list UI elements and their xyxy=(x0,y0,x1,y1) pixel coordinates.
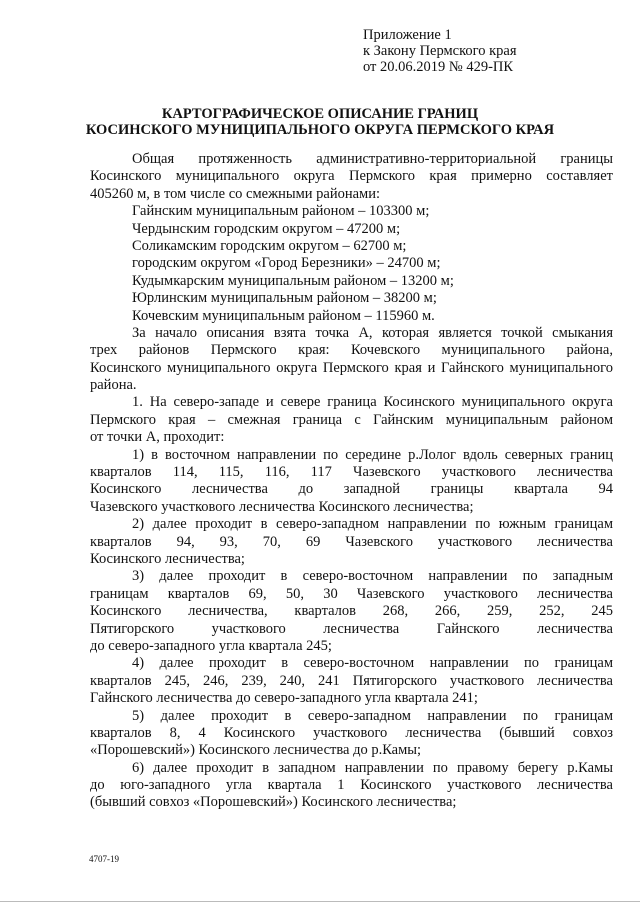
document-code: 4707-19 xyxy=(89,854,119,864)
body-line: Косинского муниципального округа Пермского края и Гайнского муниципального xyxy=(90,359,613,376)
body-line: Пермского края – смежная граница с Гайнским муниципальным районом xyxy=(90,411,613,428)
body-line: кварталов 245, 246, 239, 240, 241 Пятигорского участкового лесничества xyxy=(90,672,613,689)
page-edge-divider xyxy=(0,901,640,902)
title-line-2: КОСИНСКОГО МУНИЦИПАЛЬНОГО ОКРУГА ПЕРМСКОГО КРАЯ xyxy=(85,122,555,138)
body-line: 405260 м, в том числе со смежными районами: xyxy=(90,185,381,202)
body-line: Чазевского участкового лесничества Косинского лесничества; xyxy=(90,498,474,515)
body-line: 2) далее проходит в северо-западном направлении по южным границам xyxy=(132,516,613,533)
body-line: от точки А, проходит: xyxy=(90,429,225,446)
annex-line-1: Приложение 1 xyxy=(363,27,452,43)
body-line: кварталов 94, 93, 70, 69 Чазевского участкового лесничества xyxy=(90,533,613,550)
document-body xyxy=(90,151,613,812)
body-line: Юрлинским муниципальным районом – 38200 м; xyxy=(132,290,437,307)
body-line: Кочевским муниципальным районом – 115960 м. xyxy=(132,307,435,324)
body-line: Гайнского лесничества до северо-западного угла квартала 241; xyxy=(90,690,478,707)
annex-line-3: от 20.06.2019 № 429-ПК xyxy=(363,59,514,75)
body-line: 1) в восточном направлении по середине р.Лолог вдоль северных границ xyxy=(132,446,613,463)
body-line: городским округом «Город Березники» – 24700 м; xyxy=(132,255,441,272)
body-line: кварталов 114, 115, 116, 117 Чазевского участкового лесничества xyxy=(90,464,613,481)
body-line: Косинского лесничества до западной границы квартала 94 xyxy=(90,481,613,498)
body-line: За начало описания взята точка А, которая является точкой смыкания xyxy=(132,324,613,341)
body-line: Пятигорского участкового лесничества Гайнского лесничества xyxy=(90,620,613,637)
annex-line-2: к Закону Пермского края xyxy=(363,43,517,59)
body-line: Общая протяженность административно-территориальной границы xyxy=(132,151,613,167)
body-line: Чердынским городским округом – 47200 м; xyxy=(132,220,401,237)
body-line: Косинского лесничества, кварталов 268, 266, 259, 252, 245 xyxy=(90,603,613,620)
body-line: до северо-западного угла квартала 245; xyxy=(90,637,332,654)
body-line: 5) далее проходит в северо-западном направлении по границам xyxy=(132,707,613,724)
body-line: района. xyxy=(90,377,137,394)
body-line: трех районов Пермского края: Кочевского муниципального района, xyxy=(90,342,613,359)
body-line: Косинского муниципального округа Пермского края примерно составляет xyxy=(90,168,613,185)
body-line: «Порошевский») Косинского лесничества до р.Камы; xyxy=(90,742,422,759)
body-line: Косинского лесничества; xyxy=(90,550,245,567)
body-line: кварталов 8, 4 Косинского участкового лесничества (бывший совхоз xyxy=(90,724,613,741)
body-line: 3) далее проходит в северо-восточном направлении по западным xyxy=(132,568,613,585)
title-line-1: КАРТОГРАФИЧЕСКОЕ ОПИСАНИЕ ГРАНИЦ xyxy=(161,106,479,122)
body-line: 1. На северо-западе и севере граница Косинского муниципального округа xyxy=(132,394,613,411)
body-line: Кудымкарским муниципальным районом – 13200 м; xyxy=(132,272,454,289)
body-line: 4) далее проходит в северо-восточном направлении по границам xyxy=(132,655,613,672)
body-line: 6) далее проходит в западном направлении по правому берегу р.Камы xyxy=(132,759,613,776)
body-line: Гайнским муниципальным районом – 103300 м; xyxy=(132,203,430,220)
body-line: (бывший совхоз «Порошевский») Косинского лесничества; xyxy=(90,794,457,811)
annex-header xyxy=(363,27,517,75)
body-line: границам кварталов 69, 50, 30 Чазевского участкового лесничества xyxy=(90,585,613,602)
document-title xyxy=(0,106,640,138)
body-line: Соликамским городским округом – 62700 м; xyxy=(132,237,407,254)
body-line: до юго-западного угла квартала 1 Косинского участкового лесничества xyxy=(90,777,613,794)
